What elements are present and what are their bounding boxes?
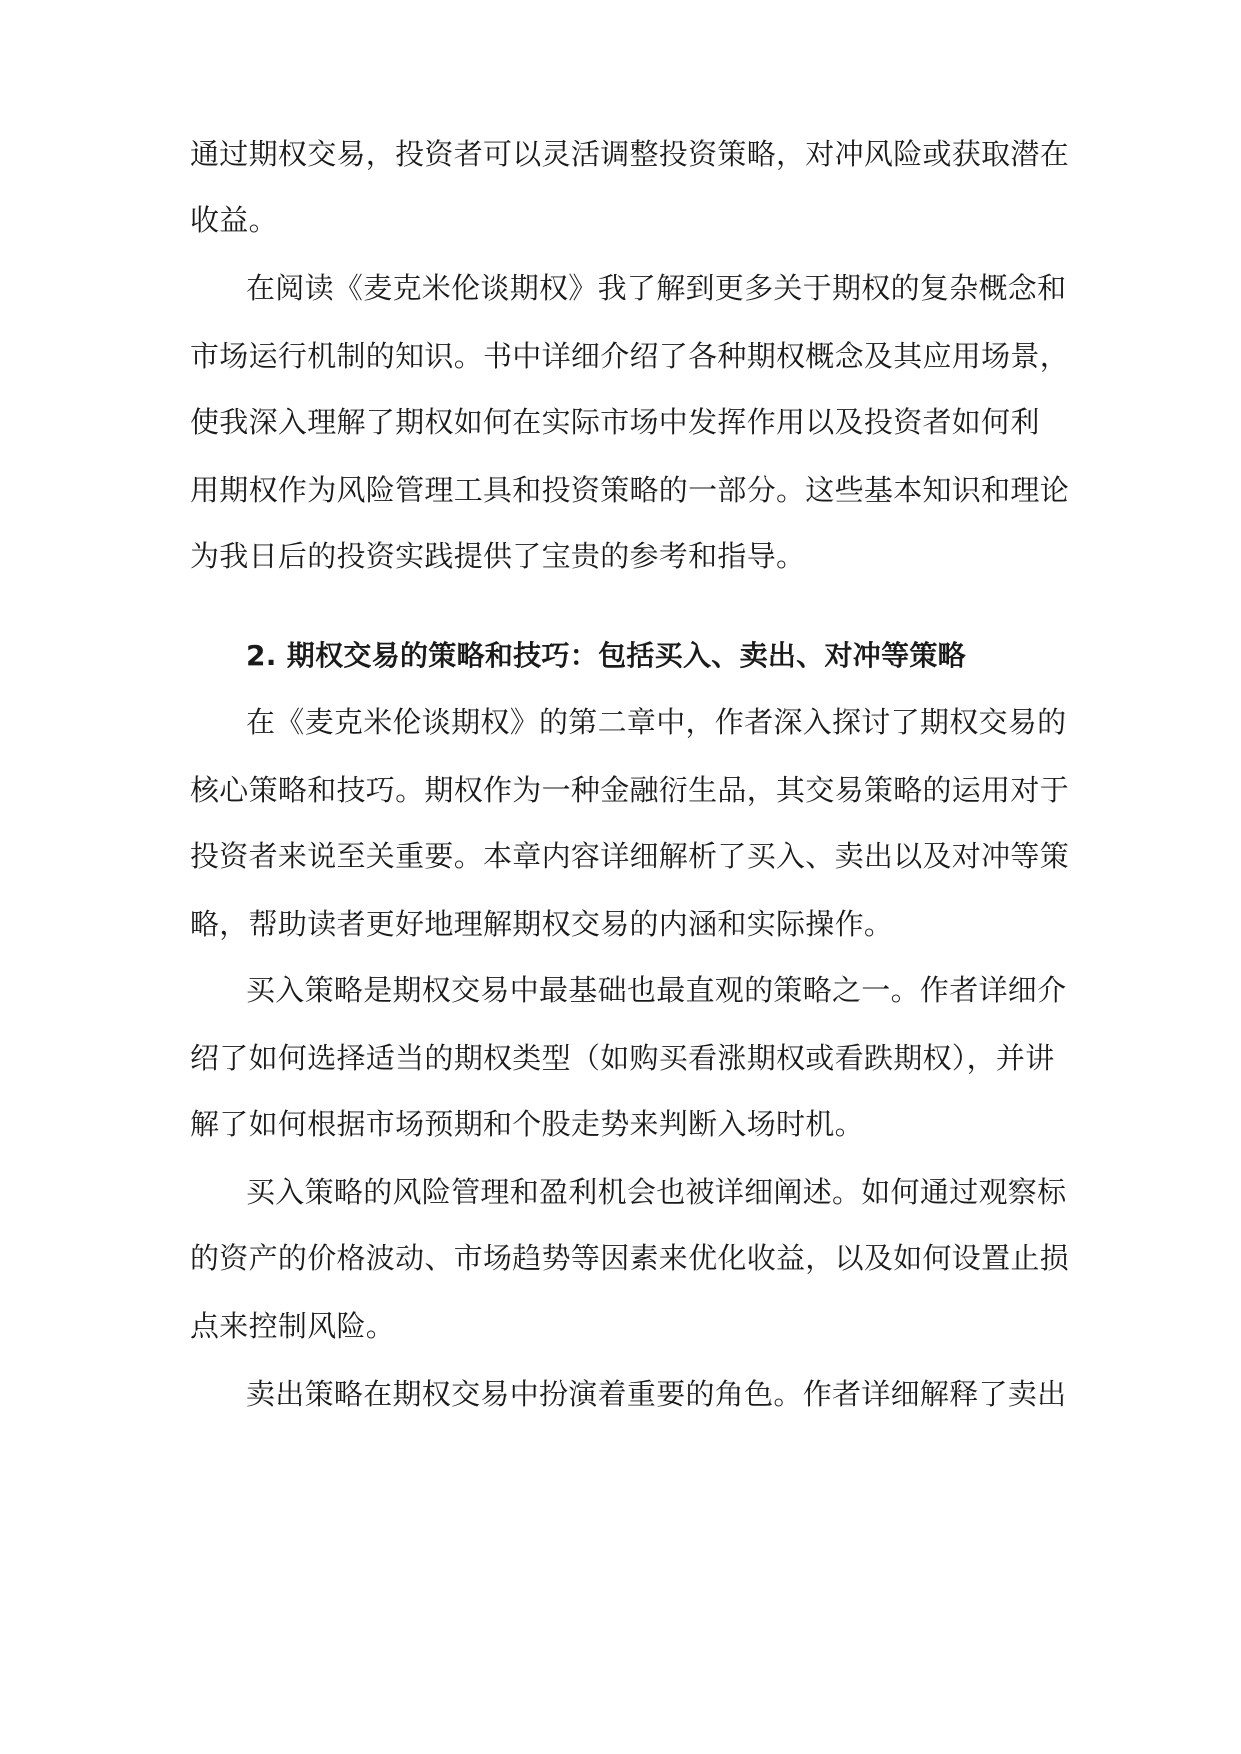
paragraph-line: 买入策略的风险管理和盈利机会也被详细阐述。如何通过观察标 bbox=[246, 1175, 1067, 1209]
paragraph-line: 投资者来说至关重要。本章内容详细解析了买入、卖出以及对冲等策 bbox=[190, 839, 1070, 873]
paragraph-line: 市场运行机制的知识。书中详细介绍了各种期权概念及其应用场景， bbox=[190, 339, 1070, 373]
paragraph-line: 通过期权交易，投资者可以灵活调整投资策略，对冲风险或获取潜在 bbox=[190, 137, 1070, 171]
paragraph-line: 使我深入理解了期权如何在实际市场中发挥作用以及投资者如何利 bbox=[190, 405, 1040, 439]
paragraph-line: 卖出策略在期权交易中扮演着重要的角色。作者详细解释了卖出 bbox=[246, 1377, 1067, 1411]
paragraph-line: 在《麦克米伦谈期权》的第二章中，作者深入探讨了期权交易的 bbox=[246, 705, 1067, 739]
paragraph-line: 买入策略是期权交易中最基础也最直观的策略之一。作者详细介 bbox=[246, 973, 1067, 1007]
paragraph-line: 收益。 bbox=[190, 203, 278, 237]
paragraph-line: 点来控制风险。 bbox=[190, 1309, 396, 1343]
paragraph-line: 核心策略和技巧。期权作为一种金融衍生品，其交易策略的运用对于 bbox=[190, 773, 1070, 807]
paragraph-line: 略，帮助读者更好地理解期权交易的内涵和实际操作。 bbox=[190, 907, 894, 941]
paragraph-line: 的资产的价格波动、市场趋势等因素来优化收益，以及如何设置止损 bbox=[190, 1241, 1070, 1275]
paragraph-line: 在阅读《麦克米伦谈期权》我了解到更多关于期权的复杂概念和 bbox=[246, 271, 1067, 305]
section-heading: 2. 期权交易的策略和技巧：包括买入、卖出、对冲等策略 bbox=[246, 639, 966, 672]
paragraph-line: 为我日后的投资实践提供了宝贵的参考和指导。 bbox=[190, 539, 806, 573]
paragraph-line: 解了如何根据市场预期和个股走势来判断入场时机。 bbox=[190, 1107, 864, 1141]
paragraph-line: 用期权作为风险管理工具和投资策略的一部分。这些基本知识和理论 bbox=[190, 473, 1070, 507]
paragraph-line: 绍了如何选择适当的期权类型（如购买看涨期权或看跌期权），并讲 bbox=[190, 1041, 1055, 1075]
